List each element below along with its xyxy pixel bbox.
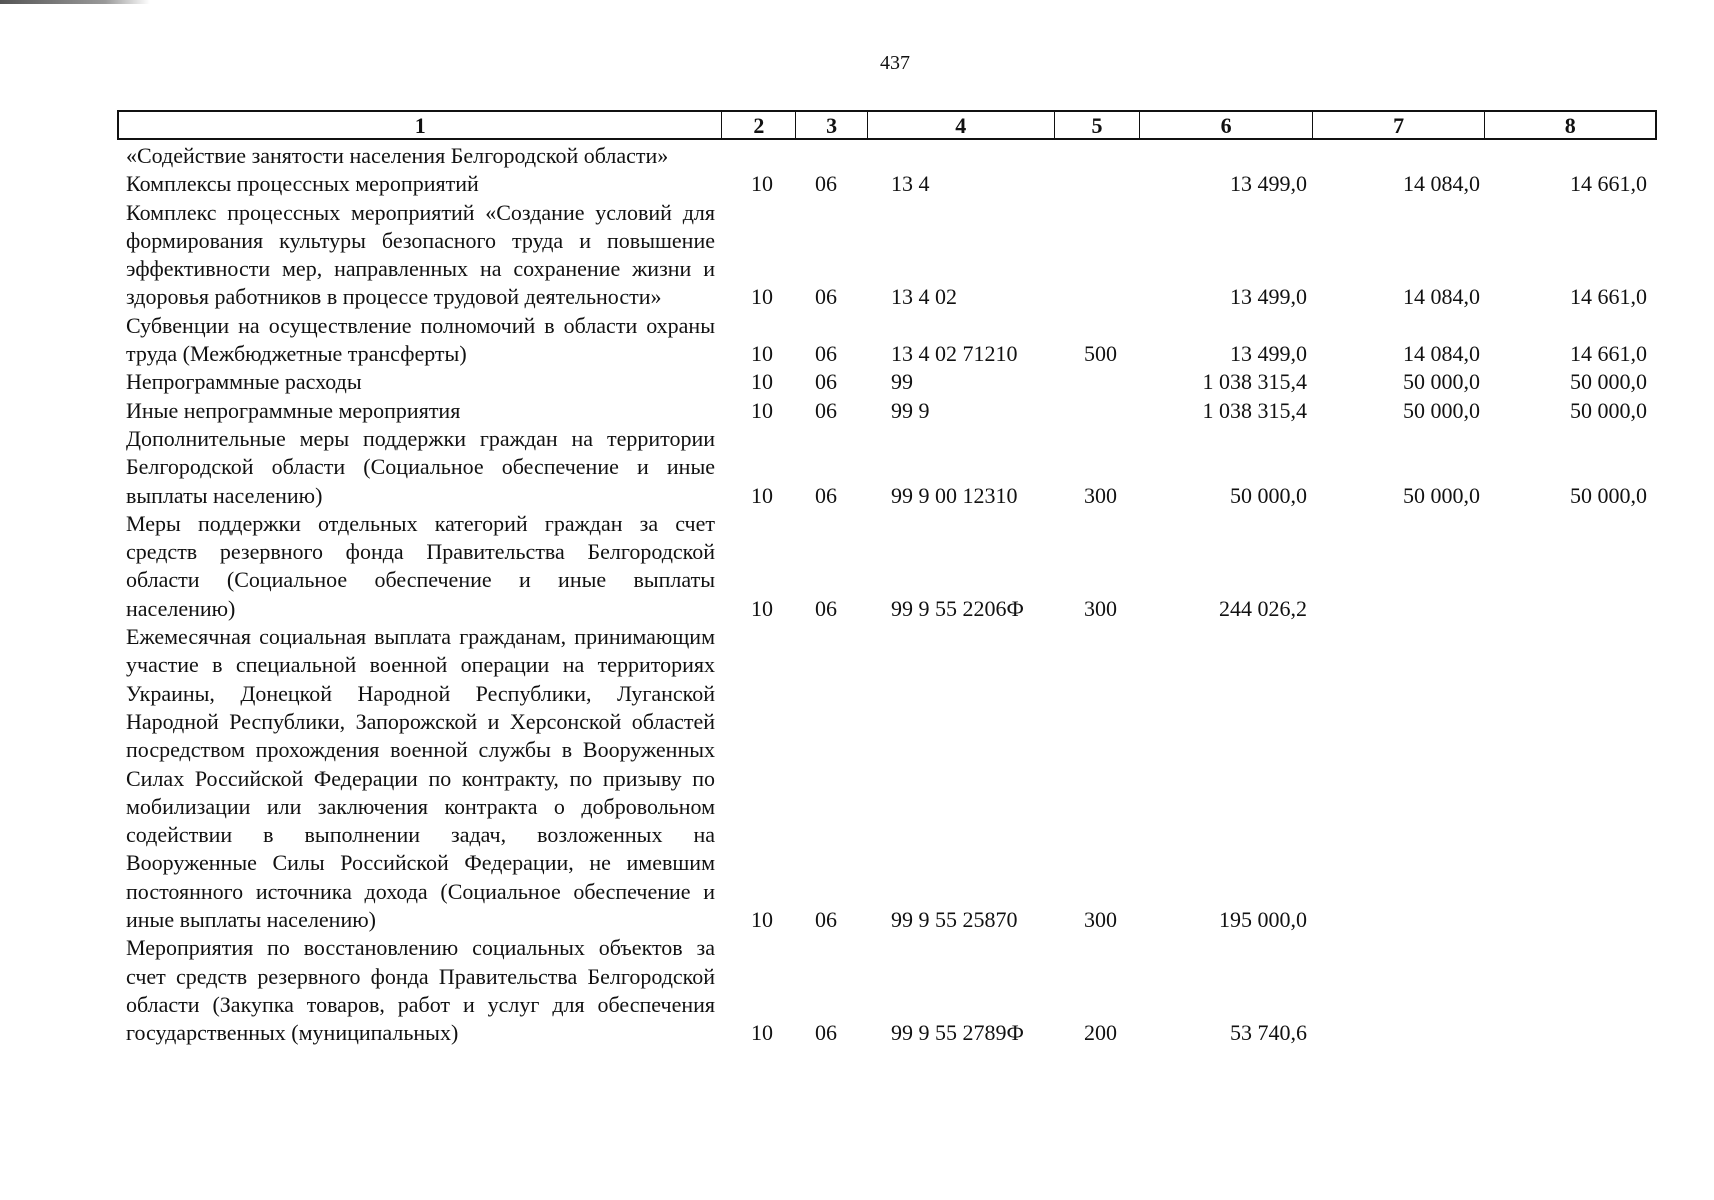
row-amount-7: 14 084,0: [1403, 284, 1480, 310]
row-amount-6: 53 740,6: [1230, 1020, 1307, 1046]
row-amount-7: 14 084,0: [1403, 341, 1480, 367]
row-amount-6: 1 038 315,4: [1202, 369, 1307, 395]
row-amount-7: 50 000,0: [1403, 482, 1480, 508]
row-expense-type: 300: [1084, 482, 1117, 508]
budget-table: [117, 110, 1657, 1048]
row-section: 10: [751, 284, 773, 310]
row-name: Ежемесячная социальная выплата гражданам, принимающим участие в специальной военной операции на территориях Украины, Донецкой Народной Республики, Луганской Народной Республики, Запорожской и Херсонской областей посредством прохождения военной службы в Вооруженных Силах Российской Федерации по контракту, по призыву по мобилизации или заключения контракта о добровольном содействии в выполнении задач, возложенных на Вооруженные Силы Российской Федерации, не имевшим постоянного источника дохода (Социальное обеспечение и иные выплаты населению): [126, 624, 715, 933]
table-header-row: [117, 110, 1657, 140]
row-section: 10: [751, 171, 773, 197]
row-target-article: 99 9 55 2789Ф: [891, 1020, 1024, 1046]
row-amount-8: 50 000,0: [1570, 369, 1647, 395]
row-name: Комплексы процессных мероприятий: [126, 171, 479, 197]
table-row: [117, 142, 1657, 170]
header-col-1: 1: [414, 113, 426, 138]
row-target-article: 99: [891, 369, 913, 395]
row-target-article: 99 9 55 2206Ф: [891, 595, 1024, 621]
header-col-7: 7: [1312, 112, 1485, 138]
header-col-2: 2: [721, 112, 795, 138]
row-name: Непрограммные расходы: [126, 369, 362, 395]
row-section: 10: [751, 595, 773, 621]
header-col-8: 8: [1484, 112, 1655, 138]
row-subsection: 06: [815, 397, 837, 423]
row-amount-6: 1 038 315,4: [1202, 397, 1307, 423]
row-subsection: 06: [815, 369, 837, 395]
header-col-4: 4: [867, 112, 1054, 138]
row-section: 10: [751, 482, 773, 508]
table-row: [117, 425, 1657, 510]
table-row: [117, 368, 1657, 396]
row-amount-6: 50 000,0: [1230, 482, 1307, 508]
row-target-article: 13 4 02 71210: [891, 341, 1018, 367]
table-row: [117, 623, 1657, 934]
row-amount-8: 14 661,0: [1570, 284, 1647, 310]
row-name: Дополнительные меры поддержки граждан на территории Белгородской области (Социальное обеспечение и иные выплаты населению): [126, 425, 715, 508]
table-row: [117, 397, 1657, 425]
row-subsection: 06: [815, 595, 837, 621]
row-amount-8: 14 661,0: [1570, 171, 1647, 197]
row-amount-7: 50 000,0: [1403, 397, 1480, 423]
scan-edge-mark: [0, 0, 150, 4]
row-amount-7: 14 084,0: [1403, 171, 1480, 197]
row-name: Комплекс процессных мероприятий «Создание условий для формирования культуры безопасного труда и повышение эффективности мер, направленных на сохранение жизни и здоровья работников в процессе трудовой деятельности»: [126, 199, 715, 310]
row-target-article: 13 4: [891, 171, 930, 197]
row-target-article: 99 9: [891, 397, 930, 423]
row-subsection: 06: [815, 1020, 837, 1046]
row-target-article: 13 4 02: [891, 284, 957, 310]
row-name: Меры поддержки отдельных категорий граждан за счет средств резервного фонда Правительства Белгородской области (Социальное обеспечение и иные выплаты населению): [126, 510, 715, 621]
header-col-3: 3: [795, 112, 867, 138]
row-expense-type: 200: [1084, 1020, 1117, 1046]
table-body: [117, 142, 1657, 1048]
row-name: «Содействие занятости населения Белгородской области»: [126, 143, 669, 168]
row-amount-6: 13 499,0: [1230, 284, 1307, 310]
row-subsection: 06: [815, 341, 837, 367]
row-amount-6: 244 026,2: [1219, 595, 1307, 621]
table-row: [117, 312, 1657, 369]
row-amount-8: 14 661,0: [1570, 341, 1647, 367]
row-amount-8: 50 000,0: [1570, 397, 1647, 423]
row-amount-6: 13 499,0: [1230, 341, 1307, 367]
row-subsection: 06: [815, 284, 837, 310]
table-row: [117, 170, 1657, 198]
row-section: 10: [751, 341, 773, 367]
row-subsection: 06: [815, 171, 837, 197]
row-name: Иные непрограммные мероприятия: [126, 397, 461, 423]
row-expense-type: 500: [1084, 341, 1117, 367]
row-name: Субвенции на осуществление полномочий в области охраны труда (Межбюджетные трансферты): [126, 312, 715, 367]
table-row: [117, 510, 1657, 623]
table-row: [117, 199, 1657, 312]
row-amount-6: 13 499,0: [1230, 171, 1307, 197]
row-target-article: 99 9 55 25870: [891, 907, 1018, 933]
table-row: [117, 934, 1657, 1047]
header-col-5: 5: [1054, 112, 1140, 138]
row-section: 10: [751, 397, 773, 423]
row-section: 10: [751, 1020, 773, 1046]
row-subsection: 06: [815, 482, 837, 508]
row-target-article: 99 9 00 12310: [891, 482, 1018, 508]
row-expense-type: 300: [1084, 907, 1117, 933]
header-col-6: 6: [1139, 112, 1312, 138]
row-section: 10: [751, 369, 773, 395]
page-number: 437: [880, 52, 910, 74]
row-subsection: 06: [815, 907, 837, 933]
row-amount-7: 50 000,0: [1403, 369, 1480, 395]
row-name: Мероприятия по восстановлению социальных объектов за счет средств резервного фонда Правительства Белгородской области (Закупка товаров, работ и услуг для обеспечения государственных (муниципальных): [126, 935, 715, 1046]
row-section: 10: [751, 907, 773, 933]
row-amount-6: 195 000,0: [1219, 907, 1307, 933]
row-expense-type: 300: [1084, 595, 1117, 621]
row-amount-8: 50 000,0: [1570, 482, 1647, 508]
